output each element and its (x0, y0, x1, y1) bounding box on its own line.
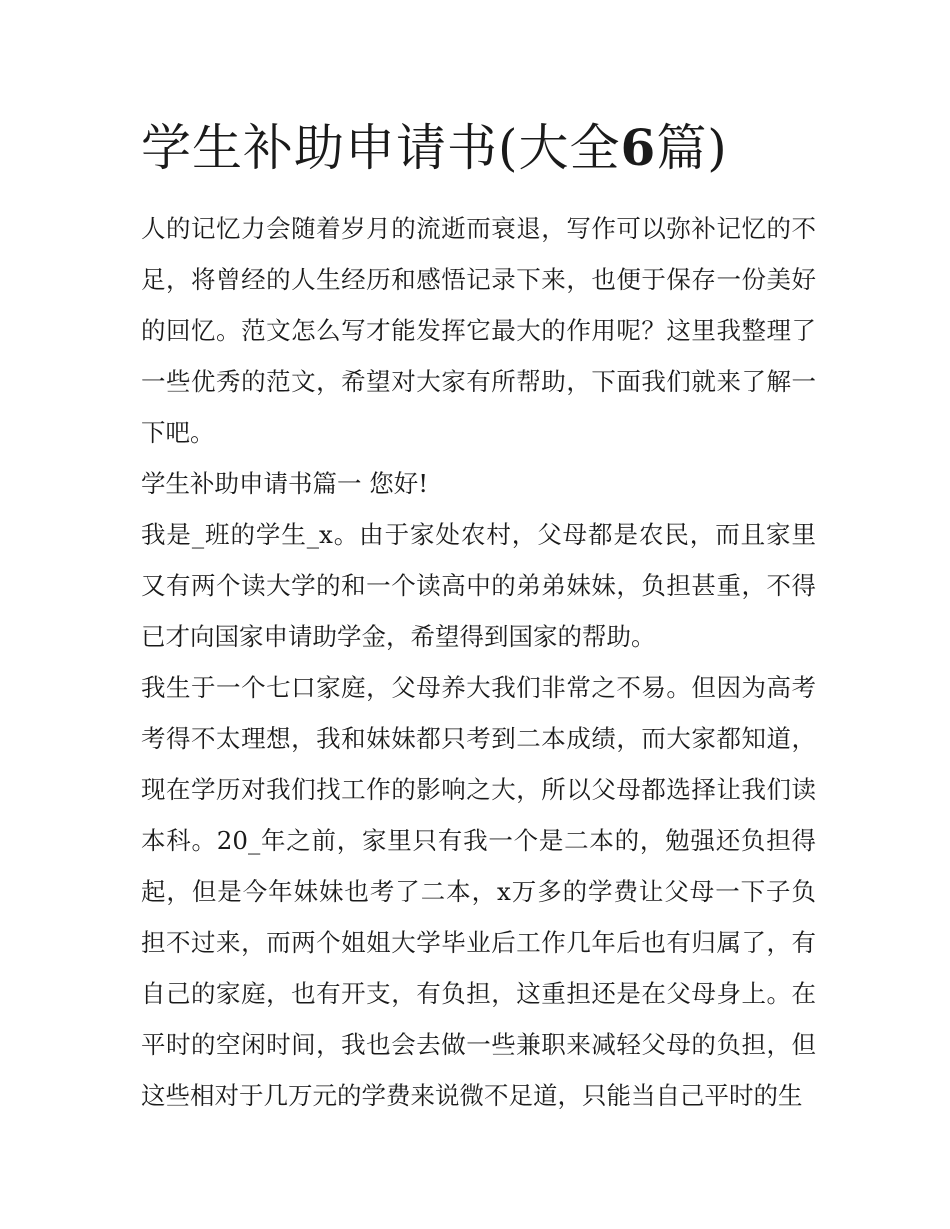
body-paragraph: 我是_班的学生_x。由于家处农村，父母都是农民，而且家里又有两个读大学的和一个读高中的弟弟妹妹，负担甚重，不得已才向国家申请助学金，希望得到国家的帮助。 (141, 520, 816, 651)
title-suffix: 篇) (656, 119, 728, 177)
intro-paragraph: 人的记忆力会随着岁月的流逝而衰退，写作可以弥补记忆的不足，将曾经的人生经历和感悟记录下来，也便于保存一份美好的回忆。范文怎么写才能发挥它最大的作用呢？这里我整理了一些优秀的范文，希望对大家有所帮助，下面我们就来了解一下吧。 (141, 214, 816, 447)
document-page (141, 115, 816, 1121)
title-prefix: 学生补助申请书(大全 (141, 119, 621, 177)
body-paragraph: 我生于一个七口家庭，父母养大我们非常之不易。但因为高考考得不太理想，我和妹妹都只考到二本成绩，而大家都知道，现在学历对我们找工作的影响之大，所以父母都选择让我们读本科。20_年之前，家里只有我一个是二本的，勉强还负担得起，但是今年妹妹也考了二本，x万多的学费让父母一下子负担不过来，而两个姐姐大学毕业后工作几年后也有归属了，有自己的家庭，也有开支，有负担，这重担还是在父母身上。在平时的空闲时间，我也会去做一些兼职来减轻父母的负担，但这些相对于几万元的学费来说微不足道，只能当自己平时的生 (141, 673, 816, 1110)
section-heading: 学生补助申请书篇一 您好! (141, 469, 429, 498)
title-number: 6 (620, 118, 657, 177)
document-title (141, 115, 816, 181)
